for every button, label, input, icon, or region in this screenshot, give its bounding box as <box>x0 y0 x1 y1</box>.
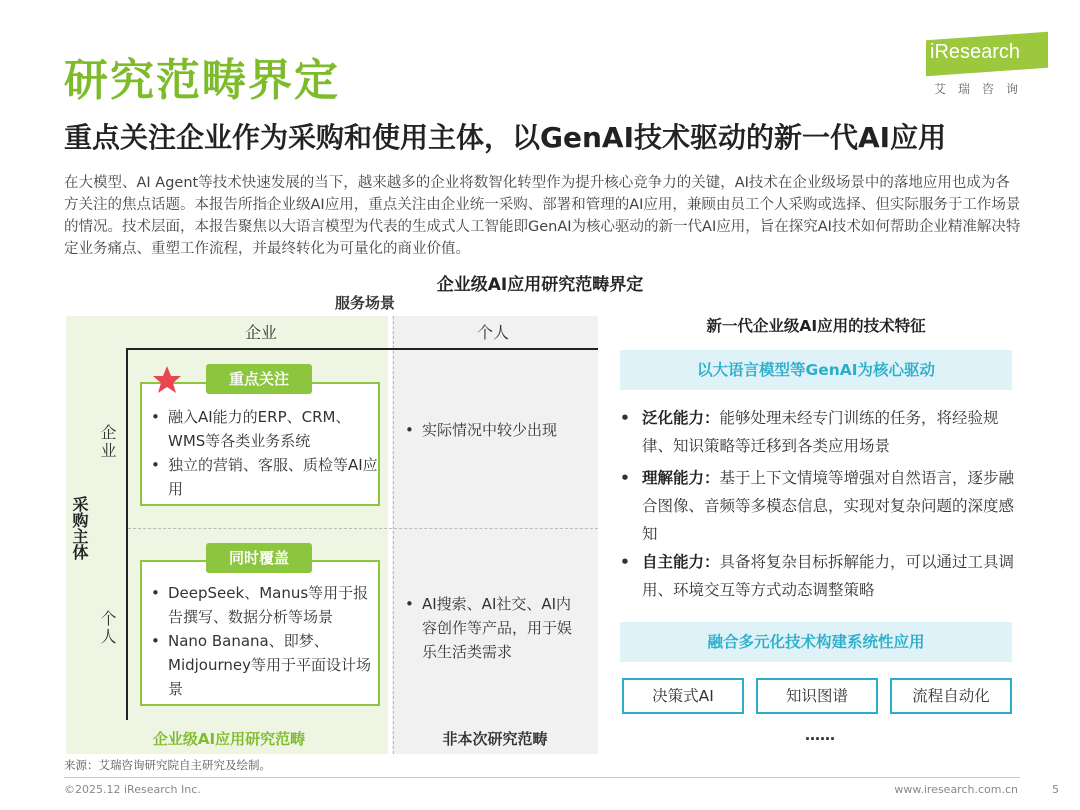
footer-divider <box>64 777 1020 778</box>
page-title: 研究范畴界定 <box>64 55 340 106</box>
feature-text: 基于上下文情境等增强对自然语言，逐步融合图像、音频等多模态信息，实现对复杂问题的深度感知 <box>642 469 1015 543</box>
focus-item: • 融入AI能力的ERP、CRM、WMS等各类业务系统 <box>148 405 378 453</box>
logo-subtext: 艾瑞咨询 <box>934 82 1031 96</box>
features-title: 新一代企业级AI应用的技术特征 <box>706 317 926 335</box>
bottom-right-list <box>402 592 584 664</box>
out-scope-label: 非本次研究范畴 <box>442 730 548 748</box>
feature-key: 自主能力： <box>642 553 720 571</box>
website-link[interactable]: www.iresearch.com.cn <box>894 783 1018 796</box>
covered-item: • DeepSeek、Manus等用于报告撰写、数据分析等场景 <box>148 581 378 629</box>
page-number: 5 <box>1052 783 1059 796</box>
feature-text: 能够处理未经专门训练的任务，将经验规律、知识策略等迁移到各类应用场景 <box>642 409 999 455</box>
intro-paragraph: 在大模型、AI Agent等技术快速发展的当下，越来越多的企业将数智化转型作为提升核心竞争力的关键，AI技术在企业级场景中的落地应用也成为各方关注的焦点话题。本报告所指企业级AI应用，重点关注由企业统一采购、部署和管理的AI应用，兼顾由员工个人采购或选择、但实际服务于工作场景的情况。技术层面，本报告聚焦以大语言模型为代表的生成式人工智能即GenAI为核心驱动的新一代AI应用，旨在探究AI技术如何帮助企业精准解决特定业务痛点、重塑工作流程，并最终转化为可量化的商业价值。 <box>64 175 1021 257</box>
service-scene-label: 服务场景 <box>334 294 395 312</box>
top-right-list <box>402 418 592 442</box>
iresearch-logo <box>926 36 1050 98</box>
feature-autonomy: • 自主能力：具备将复杂目标拆解能力，可以通过工具调用、环境交互等方式动态调整策略 <box>620 553 1015 599</box>
covered-tag: 同时覆盖 <box>206 543 312 573</box>
y-axis-line <box>126 348 128 720</box>
diagram-title: 企业级AI应用研究范畴界定 <box>436 275 644 295</box>
column-personal-label: 个人 <box>476 323 509 342</box>
row-personal-label: 个人 <box>98 610 117 646</box>
page-subtitle: 重点关注企业作为采购和使用主体，以GenAI技术驱动的新一代AI应用 <box>64 121 947 154</box>
feature-key: 泛化能力： <box>642 409 720 427</box>
feature-text: 具备将复杂目标拆解能力，可以通过工具调用、环境交互等方式动态调整策略 <box>642 553 1015 599</box>
buyer-axis-label: 采购主体 <box>70 496 89 560</box>
tech-decision-ai: 决策式AI <box>622 678 744 714</box>
covered-item: • Nano Banana、即梦、Midjourney等用于平面设计场景 <box>148 629 378 701</box>
in-scope-label: 企业级AI应用研究范畴 <box>152 730 306 748</box>
feature-understanding: • 理解能力：基于上下文情境等增强对自然语言，逐步融合图像、音频等多模态信息，实现对复杂问题的深度感知 <box>620 469 1015 543</box>
top-right-item: • 实际情况中较少出现 <box>402 418 592 442</box>
row-divider <box>128 528 598 529</box>
row-enterprise-label: 企业 <box>98 424 117 460</box>
star-icon <box>152 365 182 395</box>
focus-tag: 重点关注 <box>206 364 312 394</box>
tech-knowledge-graph: 知识图谱 <box>756 678 878 714</box>
x-axis-line <box>126 348 598 350</box>
feature-generalization: • 泛化能力：能够处理未经专门训练的任务，将经验规律、知识策略等迁移到各类应用场景 <box>620 409 999 455</box>
out-scope-region <box>392 316 598 754</box>
column-enterprise-label: 企业 <box>244 323 277 342</box>
column-divider <box>393 316 394 754</box>
feature-key: 理解能力： <box>642 469 720 487</box>
bottom-right-item: • AI搜索、AI社交、AI内容创作等产品，用于娱乐生活类需求 <box>402 592 584 664</box>
focus-item: • 独立的营销、客服、质检等AI应用 <box>148 453 378 501</box>
source-note: 来源：艾瑞咨询研究院自主研究及绘制。 <box>64 758 271 772</box>
genai-band: 以大语言模型等GenAI为核心驱动 <box>620 350 1012 390</box>
focus-list <box>148 405 378 501</box>
covered-list <box>148 581 378 701</box>
logo-text: iResearch <box>930 41 1021 63</box>
tech-process-automation: 流程自动化 <box>890 678 1012 714</box>
system-band: 融合多元化技术构建系统性应用 <box>620 622 1012 662</box>
more-ellipsis: …… <box>805 726 835 744</box>
copyright: ©2025.12 iResearch Inc. <box>64 783 201 796</box>
